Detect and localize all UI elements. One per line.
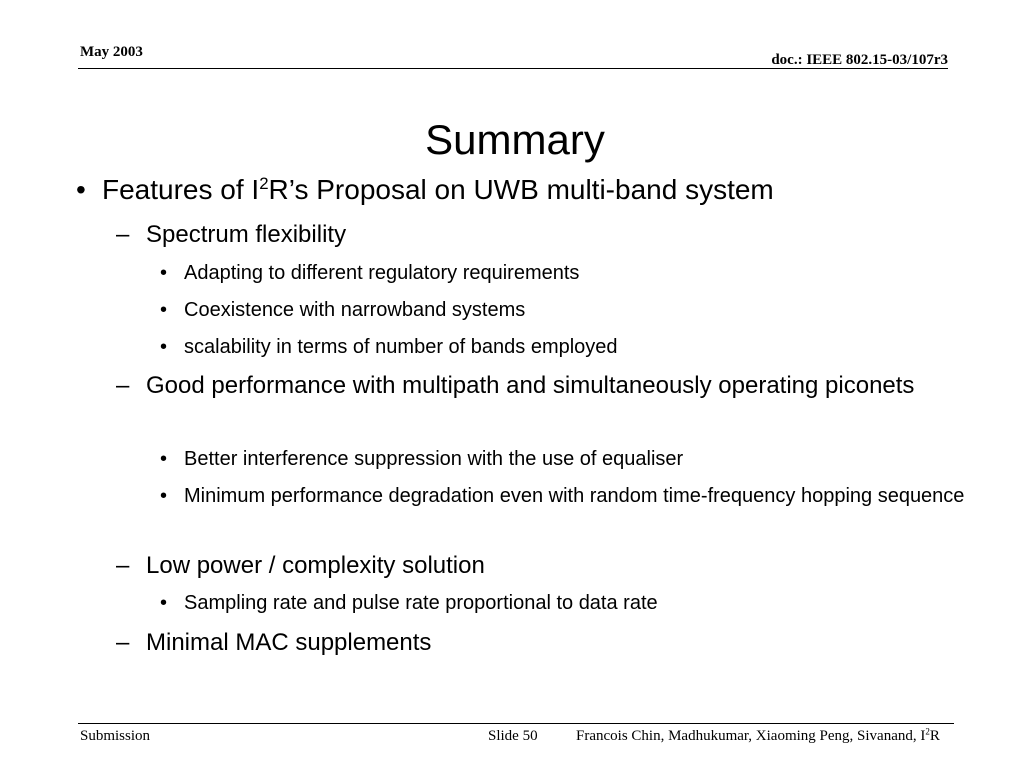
footer-rule xyxy=(78,723,954,724)
sub-bullet-text: Spectrum flexibility xyxy=(146,221,347,248)
dash-marker: – xyxy=(116,629,130,656)
bullet-marker: • xyxy=(76,174,86,205)
slide-title: Summary xyxy=(425,116,605,163)
dot-marker: • xyxy=(160,336,168,358)
header-date: May 2003 xyxy=(80,44,143,60)
sub-sub-bullet-text: Coexistence with narrowband systems xyxy=(184,299,526,321)
bullet-text: Features of $I^2R’s$ Proposal on UWB multi-band system xyxy=(102,173,774,205)
dash-marker: – xyxy=(116,372,130,399)
sub-bullet-text: Good performance with multipath and simultaneously operating piconets xyxy=(146,372,915,399)
dot-marker: • xyxy=(160,262,168,284)
dot-marker: • xyxy=(160,485,168,507)
sub-sub-bullet-text: Better interference suppression with the use of equaliser xyxy=(184,448,684,470)
dot-marker: • xyxy=(160,592,168,614)
sub-sub-bullet-text: scalability in terms of number of bands employed xyxy=(184,336,618,358)
sub-sub-bullet-text: Sampling rate and pulse rate proportional to data rate xyxy=(184,592,658,614)
header-rule xyxy=(78,68,948,69)
sub-sub-bullet-text: Adapting to different regulatory requirements xyxy=(184,262,580,284)
dot-marker: • xyxy=(160,299,168,321)
footer-submission: Submission xyxy=(80,728,151,744)
dot-marker: • xyxy=(160,448,168,470)
dash-marker: – xyxy=(116,552,130,579)
sub-sub-bullet-text: Minimum performance degradation even with random time-frequency hopping sequence xyxy=(184,485,965,507)
footer-slide-number: Slide 50 xyxy=(488,728,538,744)
dash-marker: – xyxy=(116,221,130,248)
sub-bullet-text: Low power / complexity solution xyxy=(146,552,485,579)
footer-authors: Francois Chin, Madhukumar, Xiaoming Peng, Sivanand, $I^2R$ xyxy=(576,726,940,744)
header-doc-id: doc.: IEEE 802.15-03/107r3 xyxy=(771,52,948,68)
sub-bullet-text: Minimal MAC supplements xyxy=(146,629,432,656)
